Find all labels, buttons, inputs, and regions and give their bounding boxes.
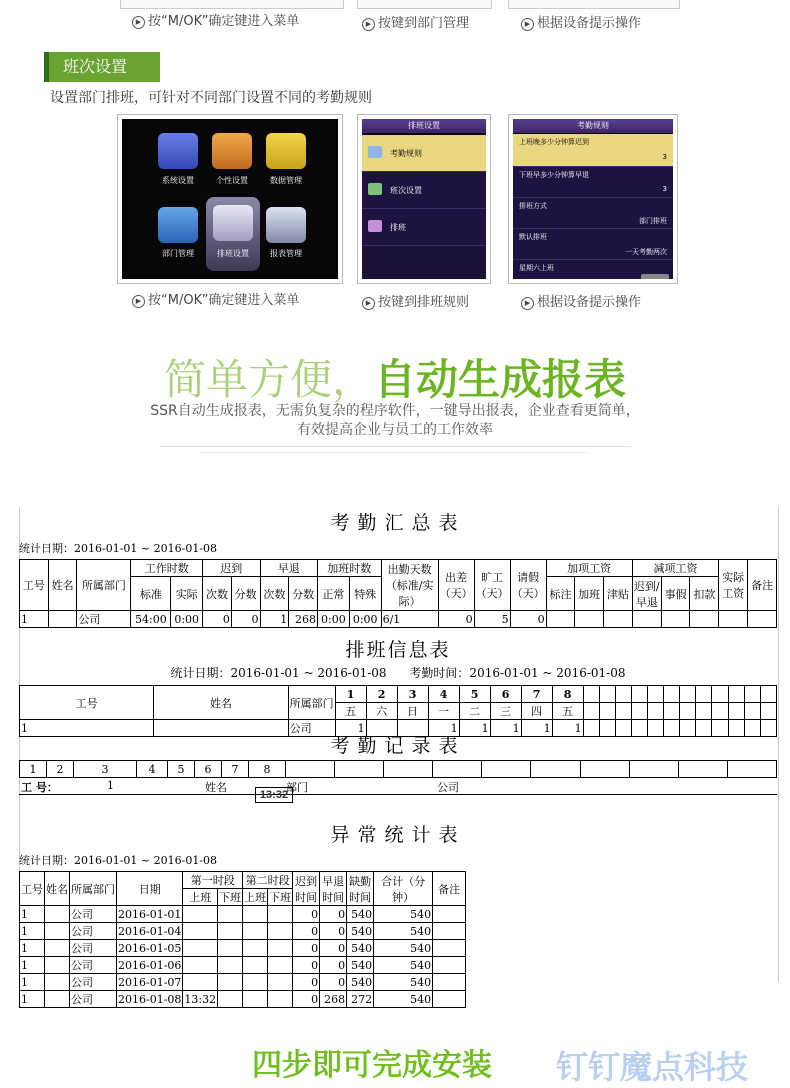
menu-item-rules: 考勤规则 — [362, 135, 486, 172]
report-icon — [266, 207, 306, 243]
record-report — [19, 731, 777, 801]
record-time: 13:32 — [255, 787, 293, 803]
sub-line: SSR自动生成报表，无需负复杂的程序软件，一键导出报表，企业查看更简单， — [150, 403, 640, 419]
tile-label: 个性设置 — [216, 176, 248, 185]
summary-table: 工号 姓名 所属部门 工作时数 迟到 早退 加班时数 出勤天数（标准/实际） 出差（天） 旷工（天） 请假（天） 加项工资 减项工资 实际工资 备注 标准 实际 次数 分数 次数 分数 正常 特殊 标注 加班 津贴 迟到/早退 事假 扣款 1 公司 54:00 0:00 0 0 1 268 0:00 0:00 6/1 0 5 0 — [19, 559, 777, 628]
schedule-icon — [368, 220, 382, 232]
schedule-report — [19, 635, 777, 737]
divider — [200, 452, 590, 453]
palette-icon — [212, 133, 252, 169]
rule-row: 星期六上班 — [513, 260, 673, 279]
step-caption: ▶ 按键到部门管理 — [362, 12, 469, 31]
slogan: 简单方便，自动生成报表 — [163, 355, 627, 404]
database-icon — [266, 133, 306, 169]
schedule-table: 工号 姓名 所属部门 1 2 3 4 5 6 7 8 五 六 日 一 二 三 四 五 1 公司 1 1 1 1 1 1 — [19, 685, 777, 737]
rule-row: 上班晚多少分钟算迟到 3 — [513, 134, 673, 167]
divider — [160, 446, 630, 447]
report-date: 统计日期：2016-01-01 ~ 2016-01-08 — [19, 542, 218, 555]
abnormal-table: 工号 姓名 所属部门 日期 第一时段 第二时段 迟到时间 早退时间 缺勤时间 合计（分钟） 备注 上班 下班 上班 下班 1 公司 2016-01-01 0 0 540 540 1 公司 2016-01-04 0 0 540 540 1 公司 2016-01-05 0 0 540 540 1 公司 2016-01-06 0 0 540 540 1 公司 2016-01-07 0 0 540 540 1 公司 2016-01-08 13:32 0 268 272 540 — [19, 871, 466, 1008]
tile-label: 排班设置 — [217, 249, 249, 258]
step-caption: ▶ 按“M/OK”确定键进入菜单 — [132, 10, 299, 29]
step-caption: ▶ 根据设备提示操作 — [521, 291, 641, 310]
device-screen-rules — [508, 114, 678, 284]
step-caption: ▶ 根据设备提示操作 — [521, 12, 641, 31]
abnormal-report — [19, 820, 777, 1008]
play-icon: ▶ — [362, 18, 375, 31]
screen-header: 考勤规则 — [513, 119, 673, 133]
tile-label: 部门管理 — [162, 249, 194, 258]
rule-row: 下班早多少分钟算早退 3 — [513, 167, 673, 198]
report-title: 排班信息表 — [345, 639, 451, 661]
report-date: 统计日期：2016-01-01 ~ 2016-01-08 — [19, 854, 218, 867]
department-icon — [158, 207, 198, 243]
section-tag: 班次设置 — [44, 52, 160, 82]
report-title: 考勤汇总表 — [330, 512, 466, 534]
gear-icon — [158, 133, 198, 169]
rules-icon — [368, 146, 382, 158]
calendar-icon — [213, 205, 253, 241]
device-screen-shift-menu — [357, 114, 491, 284]
tile-label: 系统设置 — [162, 176, 194, 185]
device-screen-main-menu — [117, 114, 343, 284]
record-table: 1 2 3 4 5 6 7 8 — [19, 760, 777, 778]
rule-row: 默认排班 一天考勤两次 — [513, 229, 673, 260]
play-icon: ▶ — [362, 297, 375, 310]
rule-row: 排班方式 部门排班 — [513, 198, 673, 229]
play-icon: ▶ — [132, 16, 145, 29]
frame-bottom — [357, 0, 492, 9]
report-title: 异常统计表 — [330, 824, 466, 846]
section-description: 设置部门排班，可针对不同部门设置不同的考勤规则 — [50, 90, 372, 106]
empty-area — [362, 246, 486, 279]
toggle-switch — [641, 274, 669, 279]
shift-icon — [368, 183, 382, 195]
menu-item-shift: 班次设置 — [362, 172, 486, 209]
frame-bottom — [508, 0, 680, 9]
tile-label: 数据管理 — [270, 176, 302, 185]
record-info-row: 工 号： 1 姓名 部门 公司 — [19, 778, 777, 795]
play-icon: ▶ — [132, 295, 145, 308]
summary-report — [19, 508, 777, 628]
frame-bottom — [120, 0, 344, 9]
brand-watermark: 钉钉魔点科技 — [556, 1048, 749, 1086]
report-date: 统计日期：2016-01-01 ~ 2016-01-08 考勤时间：2016-01-01 ~ 2016-01-08 — [170, 666, 626, 680]
play-icon: ▶ — [521, 18, 534, 31]
step-caption: ▶ 按键到排班规则 — [362, 291, 469, 310]
play-icon: ▶ — [521, 297, 534, 310]
sub-line: 有效提高企业与员工的工作效率 — [297, 422, 493, 438]
menu-item-schedule: 排班 — [362, 209, 486, 246]
screen-header: 排班设置 — [362, 119, 486, 133]
tile-label: 报表管理 — [270, 249, 302, 258]
step-caption: ▶ 按“M/OK”确定键进入菜单 — [132, 289, 299, 308]
report-title: 考勤记录表 — [330, 735, 466, 757]
footer-slogan: 四步即可完成安装 — [252, 1048, 492, 1083]
